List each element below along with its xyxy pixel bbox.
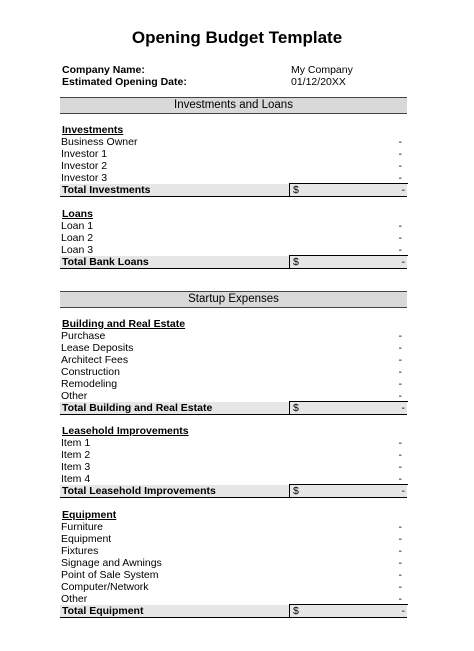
- line-item-label: Item 1: [61, 437, 91, 449]
- investments-total-row: [60, 184, 407, 197]
- line-item-value: -: [398, 545, 402, 557]
- total-value-cell: [289, 604, 408, 618]
- line-item-row: [61, 521, 405, 533]
- line-item-row: [61, 330, 405, 342]
- line-item-row: [61, 545, 405, 557]
- line-item-label: Signage and Awnings: [61, 557, 162, 569]
- line-item-row: [61, 160, 405, 172]
- line-item-value: -: [398, 437, 402, 449]
- line-item-label: Point of Sale System: [61, 569, 159, 581]
- line-item-label: Item 3: [61, 461, 91, 473]
- line-item-label: Other: [61, 390, 88, 402]
- line-item-row: [61, 136, 405, 148]
- line-item-value: -: [398, 593, 402, 605]
- opening-date-value: 01/12/20XX: [291, 76, 346, 88]
- line-item-label: Loan 3: [61, 244, 94, 256]
- currency-symbol: $: [293, 605, 299, 617]
- company-name-row: [62, 64, 408, 76]
- line-item-label: Business Owner: [61, 136, 138, 148]
- equipment-title: Equipment: [62, 509, 117, 521]
- line-item-value: -: [398, 220, 402, 232]
- total-label: Total Bank Loans: [62, 256, 149, 268]
- line-item-label: Other: [61, 593, 88, 605]
- line-item-value: -: [398, 581, 402, 593]
- line-item-value: -: [398, 342, 402, 354]
- line-item-row: [61, 461, 405, 473]
- line-item-value: -: [398, 449, 402, 461]
- total-value-cell: [289, 484, 408, 498]
- line-item-row: [61, 449, 405, 461]
- total-label: Total Equipment: [62, 605, 144, 617]
- total-value-cell: [289, 183, 408, 197]
- total-value-cell: [289, 255, 408, 269]
- total-label: Total Leasehold Improvements: [62, 485, 216, 497]
- line-item-row: [61, 437, 405, 449]
- line-item-label: Loan 1: [61, 220, 94, 232]
- total-value: -: [401, 402, 405, 414]
- line-item-value: -: [398, 461, 402, 473]
- loans-total-row: [60, 256, 407, 269]
- line-item-row: [61, 232, 405, 244]
- total-value-cell: [289, 401, 408, 415]
- total-value: -: [401, 256, 405, 268]
- building-title: Building and Real Estate: [62, 318, 186, 330]
- line-item-label: Loan 2: [61, 232, 94, 244]
- line-item-label: Construction: [61, 366, 120, 378]
- line-item-value: -: [398, 148, 402, 160]
- loans-title: Loans: [62, 208, 93, 220]
- building-total-row: [60, 402, 407, 415]
- line-item-row: [61, 354, 405, 366]
- opening-date-label: Estimated Opening Date:: [62, 76, 187, 88]
- investments-title: Investments: [62, 124, 124, 136]
- total-value: -: [401, 485, 405, 497]
- line-item-label: Fixtures: [61, 545, 99, 557]
- currency-symbol: $: [293, 402, 299, 414]
- opening-date-row: [62, 76, 408, 88]
- line-item-label: Equipment: [61, 533, 112, 545]
- leasehold-total-row: [60, 485, 407, 498]
- line-item-value: -: [398, 569, 402, 581]
- line-item-label: Purchase: [61, 330, 106, 342]
- section-header-startup-expenses: Startup Expenses: [60, 291, 407, 308]
- line-item-value: -: [398, 378, 402, 390]
- page-title: Opening Budget Template: [131, 28, 343, 47]
- line-item-value: -: [398, 172, 402, 184]
- line-item-value: -: [398, 244, 402, 256]
- line-item-label: Item 4: [61, 473, 91, 485]
- line-item-value: -: [398, 533, 402, 545]
- line-item-row: [61, 581, 405, 593]
- total-value: -: [401, 184, 405, 196]
- currency-symbol: $: [293, 256, 299, 268]
- line-item-row: [61, 342, 405, 354]
- line-item-value: -: [398, 136, 402, 148]
- equipment-total-row: [60, 605, 407, 618]
- company-name-label: Company Name:: [62, 64, 145, 76]
- currency-symbol: $: [293, 184, 299, 196]
- line-item-label: Investor 3: [61, 172, 108, 184]
- section-header-investments-loans: Investments and Loans: [60, 97, 407, 114]
- line-item-row: [61, 220, 405, 232]
- line-item-label: Investor 1: [61, 148, 108, 160]
- line-item-row: [61, 533, 405, 545]
- line-item-row: [61, 366, 405, 378]
- line-item-row: [61, 148, 405, 160]
- currency-symbol: $: [293, 485, 299, 497]
- total-value: -: [401, 605, 405, 617]
- total-label: Total Building and Real Estate: [62, 402, 213, 414]
- line-item-value: -: [398, 557, 402, 569]
- line-item-value: -: [398, 521, 402, 533]
- line-item-label: Lease Deposits: [61, 342, 134, 354]
- line-item-value: -: [398, 160, 402, 172]
- total-label: Total Investments: [62, 184, 151, 196]
- line-item-label: Architect Fees: [61, 354, 129, 366]
- line-item-value: -: [398, 366, 402, 378]
- line-item-row: [61, 378, 405, 390]
- line-item-value: -: [398, 390, 402, 402]
- line-item-value: -: [398, 330, 402, 342]
- line-item-value: -: [398, 354, 402, 366]
- line-item-label: Investor 2: [61, 160, 108, 172]
- line-item-label: Item 2: [61, 449, 91, 461]
- line-item-row: [61, 557, 405, 569]
- line-item-label: Remodeling: [61, 378, 118, 390]
- line-item-value: -: [398, 473, 402, 485]
- company-name-value: My Company: [291, 64, 353, 76]
- line-item-label: Furniture: [61, 521, 104, 533]
- line-item-value: -: [398, 232, 402, 244]
- line-item-label: Computer/Network: [61, 581, 149, 593]
- leasehold-title: Leasehold Improvements: [62, 425, 189, 437]
- line-item-row: [61, 569, 405, 581]
